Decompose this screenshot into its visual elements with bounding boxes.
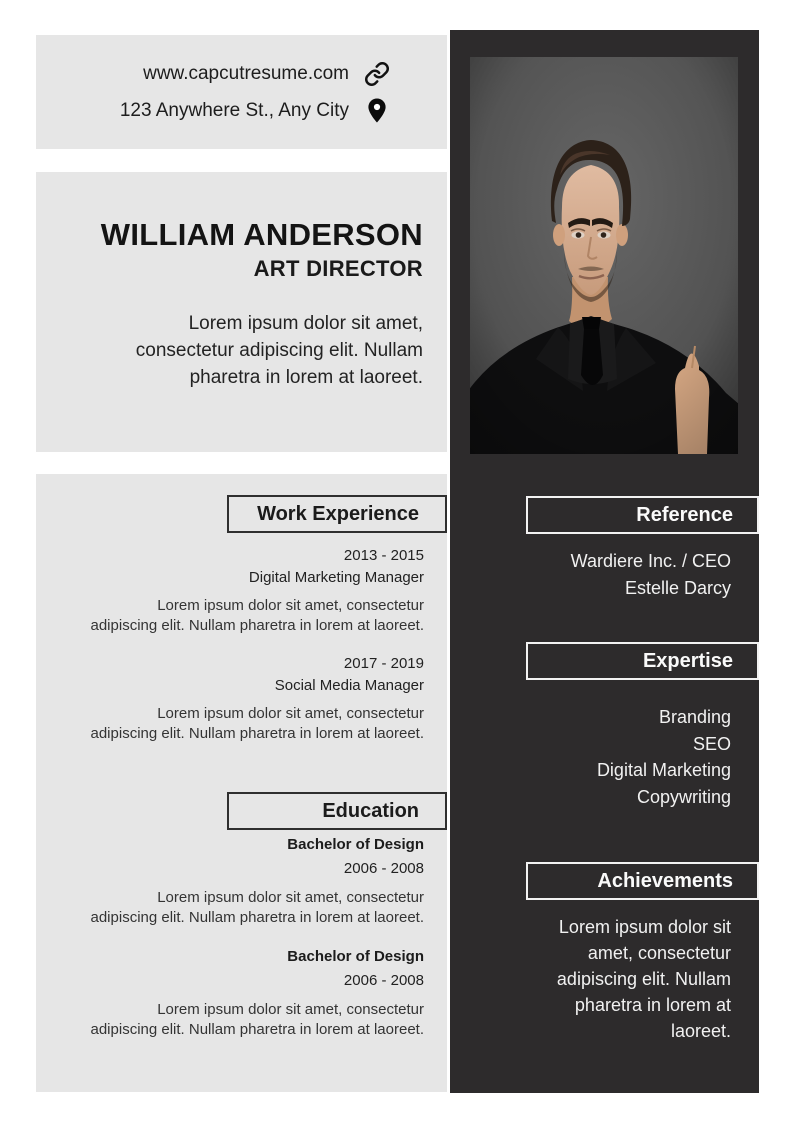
person-title: ART DIRECTOR: [253, 256, 423, 281]
reference-content: [450, 548, 759, 602]
link-icon: [363, 60, 391, 88]
reference-heading-label: Reference: [636, 504, 733, 526]
reference-name: Estelle Darcy: [624, 578, 731, 598]
reference-heading: [526, 496, 759, 534]
profile-section: [36, 172, 447, 452]
profile-summary: Lorem ipsum dolor sit amet, consectetur adipiscing elit. Nullam pharetra in lorem at laoreet.: [135, 313, 423, 388]
expertise-item: Copywriting: [636, 786, 731, 807]
left-column: [36, 474, 447, 1092]
work-experience-heading: [227, 495, 447, 533]
work-entry-description: Lorem ipsum dolor sit amet, consectetur adipiscing elit. Nullam pharetra in lorem at laoreet.: [90, 705, 424, 742]
work-entry: [36, 653, 447, 744]
right-column: [450, 30, 759, 1093]
website-url[interactable]: www.capcutresume.com: [143, 62, 349, 84]
expertise-heading-label: Expertise: [642, 650, 733, 672]
work-entry: [36, 545, 447, 636]
person-name: WILLIAM ANDERSON: [100, 217, 423, 252]
expertise-item: Branding: [658, 707, 731, 727]
achievements-text: Lorem ipsum dolor sit amet, consectetur adipiscing elit. Nullam pharetra in lorem at laoreet.: [556, 917, 731, 1041]
education-entry-period: 2006 - 2008: [343, 860, 424, 877]
expertise-list: [450, 704, 759, 810]
work-experience-heading-label: Work Experience: [257, 503, 419, 525]
education-heading-label: Education: [322, 800, 419, 822]
expertise-item: Digital Marketing: [596, 760, 731, 780]
expertise-heading: [526, 642, 759, 680]
education-entry: [36, 833, 447, 928]
portrait-photo: [470, 57, 738, 454]
education-heading: [227, 792, 447, 830]
location-pin-icon: [363, 97, 391, 125]
achievements-heading-label: Achievements: [597, 870, 733, 892]
education-entry-description: Lorem ipsum dolor sit amet, consectetur adipiscing elit. Nullam pharetra in lorem at laoreet.: [90, 1001, 424, 1038]
address-row: [36, 97, 391, 125]
contact-section: [36, 35, 447, 149]
achievements-heading: [526, 862, 759, 900]
education-entry-degree: Bachelor of Design: [287, 836, 424, 853]
work-entry-period: 2017 - 2019: [343, 655, 424, 672]
education-entry: [36, 945, 447, 1040]
website-row[interactable]: [36, 60, 391, 88]
address-text: 123 Anywhere St., Any City: [119, 99, 349, 121]
work-entry-description: Lorem ipsum dolor sit amet, consectetur adipiscing elit. Nullam pharetra in lorem at laoreet.: [90, 597, 424, 634]
expertise-item: SEO: [692, 733, 731, 754]
education-entry-degree: Bachelor of Design: [287, 948, 424, 965]
work-entry-role: Digital Marketing Manager: [248, 569, 424, 586]
education-entry-description: Lorem ipsum dolor sit amet, consectetur adipiscing elit. Nullam pharetra in lorem at laoreet.: [90, 889, 424, 926]
work-entry-role: Social Media Manager: [274, 677, 424, 694]
work-entry-period: 2013 - 2015: [343, 547, 424, 564]
education-entry-period: 2006 - 2008: [343, 972, 424, 989]
reference-company-role: Wardiere Inc. / CEO: [570, 551, 731, 571]
